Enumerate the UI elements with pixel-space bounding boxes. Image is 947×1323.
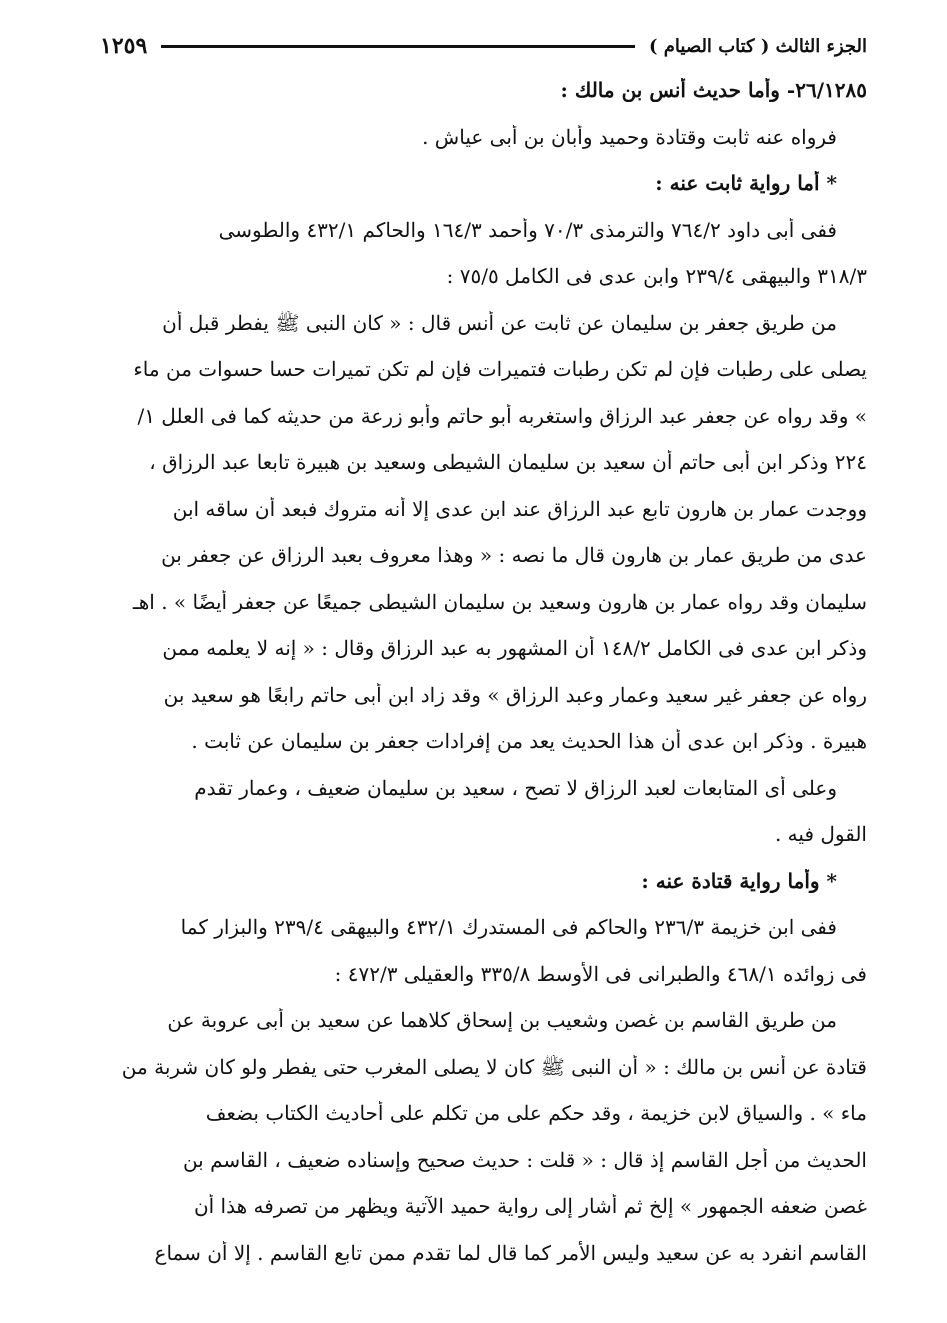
page-body xyxy=(100,78,867,1287)
text-line: ففى ابن خزيمة ٢٣٦/٣ والحاكم فى المستدرك ٤٣٢/١ والبيهقى ٢٣٩/٤ والبزار كما xyxy=(180,915,837,939)
text-line: القول فيه . xyxy=(774,822,867,846)
text-line: قتادة عن أنس بن مالك : « أن النبى ﷺ كان لا يصلى المغرب حتى يفطر ولو كان شربة من xyxy=(121,1054,867,1079)
text-line: يصلى على رطبات فإن لم تكن رطبات فتميرات فإن لم تكن تميرات حسا حسوات من ماء xyxy=(133,357,867,381)
page-header xyxy=(100,26,867,66)
text-line: وذكر ابن عدى فى الكامل ١٤٨/٢ أن المشهور به عبد الرزاق وقال : « إنه لا يعلمه ممن xyxy=(162,636,867,660)
text-line: وعلى أى المتابعات لعبد الرزاق لا تصح ، سعيد بن سليمان ضعيف ، وعمار تقدم xyxy=(194,775,837,800)
text-line: رواه عن جعفر غير سعيد وعمار وعبد الرزاق » وقد زاد ابن أبى حاتم رابعًا هو سعيد بن xyxy=(163,682,867,707)
section-heading: ٢٦/١٢٨٥- وأما حديث أنس بن مالك : xyxy=(560,78,867,102)
text-line: ٣١٨/٣ والبيهقى ٢٣٩/٤ وابن عدى فى الكامل ٧٥/٥ : xyxy=(446,264,867,288)
text-line: القاسم انفرد به عن سعيد وليس الأمر كما قال لما تقدم ممن تابع القاسم . إلا أن سماع xyxy=(154,1240,867,1265)
running-title: الجزء الثالث ( كتاب الصيام ) xyxy=(648,35,867,57)
text-line: فى زوائده ٤٦٨/١ والطبرانى فى الأوسط ٣٣٥/٨ والعقيلى ٤٧٢/٣ : xyxy=(334,961,867,986)
header-rule xyxy=(161,45,635,48)
text-line: من طريق جعفر بن سليمان عن ثابت عن أنس قال : « كان النبى ﷺ يفطر قبل أن xyxy=(162,310,837,335)
text-line: من طريق القاسم بن غصن وشعيب بن إسحاق كلاهما عن سعيد بن أبى عروبة عن xyxy=(167,1008,837,1032)
text-line: هبيرة . وذكر ابن عدى أن هذا الحديث يعد من إفرادات جعفر بن سليمان عن ثابت . xyxy=(191,729,867,753)
text-line: ماء » . والسياق لابن خزيمة ، وقد حكم على من تكلم على أحاديث الكتاب بضعف xyxy=(205,1101,867,1125)
subsection-heading: * أما رواية ثابت عنه : xyxy=(655,171,837,195)
text-line: عدى من طريق عمار بن هارون قال ما نصه : « وهذا معروف بعبد الرزاق عن جعفر بن xyxy=(161,543,867,567)
text-line: ففى أبى داود ٧٦٤/٢ والترمذى ٧٠/٣ وأحمد ١٦٤/٣ والحاكم ٤٣٢/١ والطوسى xyxy=(218,217,837,242)
text-line: ٢٢٤ وذكر ابن أبى حاتم أن سعيد بن سليمان الشيطى وسعيد بن هبيرة تابعا عبد الرزاق ، xyxy=(149,450,867,474)
text-line: سليمان وقد رواه عمار بن هارون وسعيد بن سليمان الشيطى جميعًا عن جعفر أيضًا » . اهـ xyxy=(132,589,867,614)
text-line: ووجدت عمار بن هارون تابع عبد الرزاق عند ابن عدى إلا أنه متروك فبعد أن ساقه ابن xyxy=(172,496,867,521)
text-line: فرواه عنه ثابت وقتادة وحميد وأبان بن أبى عياش . xyxy=(422,124,837,149)
page-number: ١٢٥٩ xyxy=(100,33,148,59)
text-line: غصن ضعفه الجمهور » إلخ ثم أشار إلى رواية حميد الآتية ويظهر من تصرفه هذا أن xyxy=(193,1194,867,1218)
text-line: » وقد رواه عن جعفر عبد الرزاق واستغربه أبو حاتم وأبو زرعة من حديثه كما فى العلل ١/ xyxy=(137,403,867,428)
subsection-heading: * وأما رواية قتادة عنه : xyxy=(641,868,837,893)
text-line: الحديث من أجل القاسم إذ قال : « قلت : حديث صحيح وإسناده ضعيف ، القاسم بن xyxy=(182,1147,867,1172)
